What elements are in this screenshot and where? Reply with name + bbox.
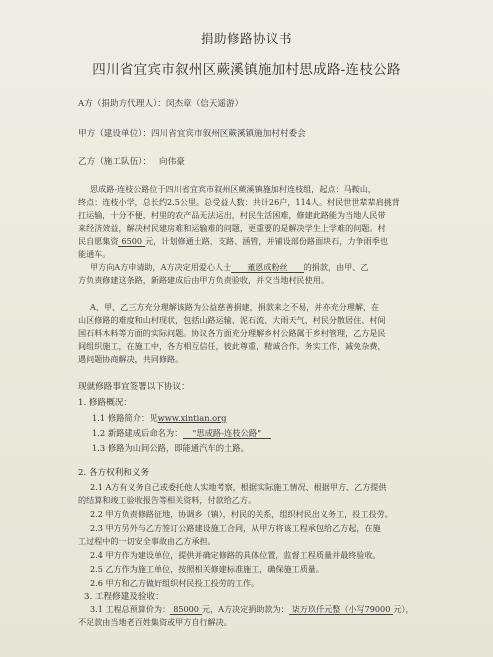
- para3-line4: 间组织施工，在施工中，各方相互信任，彼此尊重，精诚合作。务实工作，减免杂费，: [78, 341, 386, 351]
- section2-item4: 2.4 甲方作为建设单位，提供并确定修路的具体位置，监督工程质量并最终验收。: [90, 550, 381, 560]
- document-subtitle: 四川省宜宾市叙州区蕨溪镇施加村思成路-连枝公路: [92, 62, 401, 78]
- donation-amount: 柒万玖仟元整（小写79000: [289, 604, 394, 615]
- party-a-label: A方（捐助方代理人）：: [78, 99, 166, 109]
- section2-item5: 2.5 乙方作为施工单位，按照相关修建标准施工，确保施工质量。: [90, 564, 324, 574]
- party-yi-value: 向伟豪: [159, 157, 185, 167]
- section2-item2: 2.2 甲方负责修路征地，协调乡（镇），村民的关系，组织村民出义务工，投工投劳。: [90, 509, 393, 519]
- para2-text-c: 的捐款，由甲、乙: [303, 262, 369, 272]
- para1-line6: 能通车。: [78, 249, 111, 259]
- para1-funds-label: 民自愿集资: [78, 236, 119, 246]
- para1-funds-rest: 元，计划修通土路、支路、涵管，并铺设部份路面块石，力争雨季也: [145, 236, 388, 246]
- section1-item3: 1.3 修路为山间公路，即能通汽车的土路。: [92, 443, 249, 453]
- para1-line5: [78, 236, 446, 247]
- section3-item1-line2: 不足款由当地老百姓集资或甲方自行解决。: [78, 617, 232, 627]
- section2-item6: 2.6 甲方和乙方做好组织村民投工投劳的工作。: [90, 578, 260, 588]
- budget-amount: 85000: [170, 604, 202, 615]
- party-jia-label: 甲方（建设单位）：: [78, 129, 152, 139]
- donation-unit: 元），: [393, 604, 414, 614]
- party-yi-line: [78, 155, 185, 167]
- para2-text-a: 甲方向A方申请助，A方决定用爱心人士: [90, 262, 232, 272]
- section2-item1-line2: 的结算和竣工验收报告等相关资料，付款给乙方。: [78, 495, 257, 505]
- party-yi-label: 乙方（施工队伍）：: [78, 157, 152, 167]
- section3-item1-line1: [90, 604, 458, 615]
- para1-line2: 终点：连枝小学，总长约2.5公里。总受益人数：共计26户，114人。村民世世辈辈肩挑背: [78, 197, 400, 207]
- para1-line4: 来经济效益，解决村民建房难和运输难的问题，更重要的是解决学生上学难的问题。村: [78, 223, 386, 233]
- section2-item1-line1: 2.1 A方有义务自己或委托他人实地考察，根据实际施工情况、根据甲方、乙方提供: [90, 482, 387, 492]
- agreement-intro: 现就修路事宜签署以下协议：: [78, 382, 190, 392]
- para3-line3: 国石料木料等方面的实际问题。协议各方面充分理解乡村公路属于乡村管理，乙方是民: [78, 328, 386, 338]
- para2-line2: 方负责修建这条路，新路建成后由甲方负责验收，并交当地村民使用。: [78, 275, 329, 285]
- party-a-value: 闵杰章（信天遥游）: [165, 99, 244, 109]
- para2-donor-name: 董恩成粉丝: [231, 262, 303, 273]
- section1-item2-label: 1.2 新路建成后命名为：: [92, 428, 183, 438]
- para3-line5: 遇问题协商解决，共同修路。: [78, 354, 184, 364]
- road-name: "思成路-连枝公路": [183, 428, 272, 439]
- para2-line1: [90, 262, 458, 273]
- para1-funds-amount: 6500: [118, 236, 145, 247]
- para3-line1: A、甲、乙三方充分理解该路为公益慈善捐建，捐款来之不易，并亦充分理解，在: [90, 302, 380, 312]
- party-a-line: [78, 97, 243, 109]
- budget-label: 3.1 工程总预算价为：: [90, 604, 171, 614]
- donation-label: 元，A方决定捐助款为：: [201, 604, 289, 614]
- section2-item3-line1: 2.3 甲方另外与乙方签订公路建设施工合同，从甲方将该工程承包给乙方起，在施: [90, 523, 381, 533]
- para1-line3: 扛运输，十分不便，村里的农产品无法运出，村民生活困难，修建此路能为当地人民带: [78, 210, 386, 220]
- para1-line1: 思成路-连枝公路位于四川省宜宾市叙州区蕨溪镇施加村连枝组，起点：马鞍山，: [90, 184, 377, 194]
- document-title: 捐助修路协议书: [200, 31, 292, 46]
- section2-heading: 2. 各方权利和义务: [78, 468, 150, 478]
- section1-item1: [92, 412, 226, 424]
- website-link[interactable]: www.xintian.org: [157, 413, 227, 423]
- section1-item1-label: 1.1 修路简介：见: [92, 413, 158, 423]
- party-jia-value: 四川省宜宾市叙州区蕨溪镇施加村村委会: [151, 129, 306, 139]
- section2-item3-line2: 工过程中的一切安全事故由乙方承担。: [78, 536, 216, 546]
- para3-line2: 山区修路的难度和山村现状，包括山路运输、泥石流、大雨天气、村民分散居住、村间: [78, 315, 386, 325]
- section3-heading: 3. 工程修建及验收：: [84, 592, 164, 602]
- section1-heading: 1. 修路概况：: [78, 398, 132, 408]
- section1-item2: [92, 427, 271, 439]
- party-jia-line: [78, 127, 306, 139]
